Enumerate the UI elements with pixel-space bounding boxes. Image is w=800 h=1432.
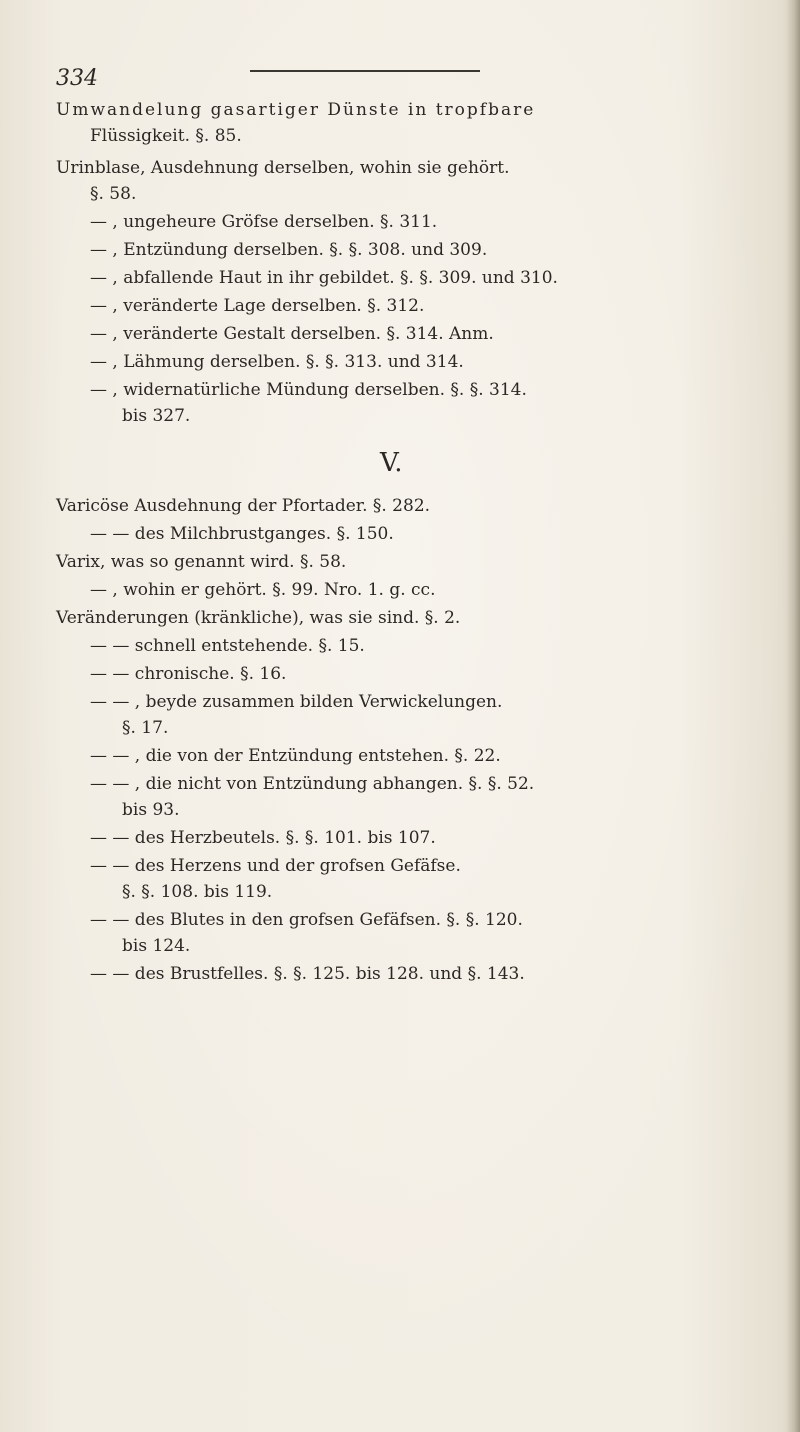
entry-text: — — des Milchbrustganges. §. 150. (90, 524, 394, 544)
entry-text: — — des Brustfelles. §. §. 125. bis 128. und §. 143. (90, 964, 525, 984)
entry-text: Varix, was so genannt wird. §. 58. (56, 552, 347, 572)
entry-text: bis 124. (122, 936, 191, 956)
index-subentry (90, 664, 286, 684)
index-subentry (90, 856, 461, 876)
index-subentry (90, 580, 435, 600)
section-heading (380, 448, 403, 478)
index-entry (56, 158, 510, 178)
entry-text: Umwandelung gasartiger Dünste in tropfbare (56, 100, 536, 120)
entry-text: Varicöse Ausdehnung der Pfortader. §. 282. (56, 496, 431, 516)
index-entry-continuation (122, 800, 179, 820)
header-rule (250, 70, 480, 72)
index-subentry (90, 352, 464, 372)
page-number: 334 (56, 66, 98, 91)
entry-text: — , abfallende Haut in ihr gebildet. §. §. 309. und 310. (90, 268, 558, 288)
entry-text: — , veränderte Lage derselben. §. 312. (90, 296, 425, 316)
section-heading-text: V. (380, 448, 403, 478)
index-entry-continuation (122, 936, 190, 956)
index-subentry (90, 268, 558, 288)
index-entry-continuation (90, 184, 136, 204)
entry-text: — , ungeheure Gröfse derselben. §. 311. (90, 212, 438, 232)
index-subentry (90, 296, 424, 316)
index-entry (56, 552, 346, 572)
entry-text: — , wohin er gehört. §. 99. Nro. 1. g. cc. (90, 580, 436, 600)
entry-text: — — des Herzbeutels. §. §. 101. bis 107. (90, 828, 436, 848)
entry-text: §. §. 108. bis 119. (122, 882, 273, 902)
entry-text: §. 17. (122, 718, 169, 738)
index-subentry (90, 964, 525, 984)
entry-text: — — , die von der Entzündung entstehen. §. 22. (90, 746, 501, 766)
index-entry (56, 608, 460, 628)
index-entry-continuation (90, 126, 242, 146)
index-subentry (90, 910, 523, 930)
entry-text: — , widernatürliche Mündung derselben. §. §. 314. (90, 380, 527, 400)
index-entry (56, 496, 430, 516)
index-subentry (90, 746, 501, 766)
entry-text: Urinblase, Ausdehnung derselben, wohin sie gehört. (56, 158, 510, 178)
entry-text: — — schnell entstehende. §. 15. (90, 636, 365, 656)
entry-text: — — , beyde zusammen bilden Verwickelungen. (90, 692, 503, 712)
index-subentry (90, 324, 494, 344)
index-subentry (90, 692, 502, 712)
entry-text: bis 93. (122, 800, 180, 820)
index-entry-continuation (122, 406, 190, 426)
index-entry (56, 100, 535, 120)
page-edge-shadow (786, 0, 800, 1432)
entry-text: bis 327. (122, 406, 191, 426)
index-subentry (90, 240, 487, 260)
entry-text: — — , die nicht von Entzündung abhangen. §. §. 52. (90, 774, 535, 794)
entry-text: Flüssigkeit. §. 85. (90, 126, 242, 146)
entry-text: — — des Herzens und der grofsen Gefäfse. (90, 856, 461, 876)
index-subentry (90, 828, 436, 848)
index-subentry (90, 636, 365, 656)
index-subentry (90, 774, 534, 794)
index-subentry (90, 212, 437, 232)
entry-text: — , veränderte Gestalt derselben. §. 314. Anm. (90, 324, 494, 344)
entry-text: — — des Blutes in den grofsen Gefäfsen. §. §. 120. (90, 910, 523, 930)
entry-text: — — chronische. §. 16. (90, 664, 287, 684)
index-subentry (90, 380, 527, 400)
entry-text: Veränderungen (kränkliche), was sie sind. §. 2. (56, 608, 461, 628)
entry-text: §. 58. (90, 184, 137, 204)
entry-text: — , Entzündung derselben. §. §. 308. und 309. (90, 240, 488, 260)
index-entry-continuation (122, 882, 272, 902)
entry-text: — , Lähmung derselben. §. §. 313. und 314. (90, 352, 464, 372)
index-entry-continuation (122, 718, 168, 738)
index-subentry (90, 524, 394, 544)
